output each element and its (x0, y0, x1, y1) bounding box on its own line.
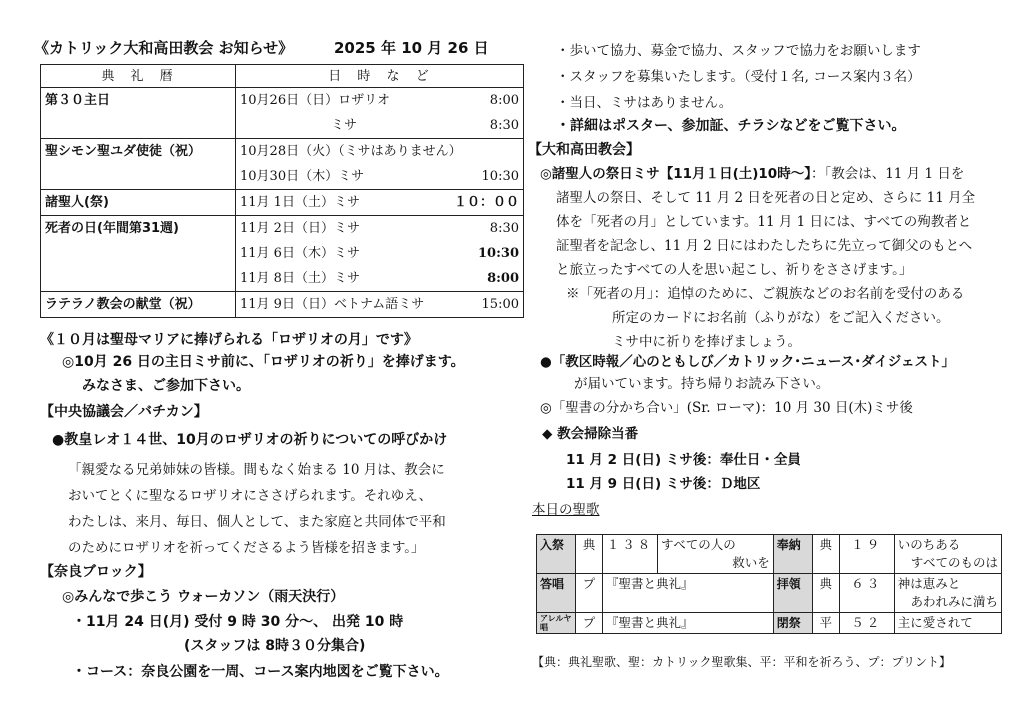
all-saints-text: 証聖者を記念し、11 月 2 日にはわたしたちに先立って御父のもとへ (556, 238, 973, 254)
hymn-number: ５２ (839, 613, 894, 634)
schedule-date: 11月 9日（日）ベトナム語ミサ (240, 297, 425, 312)
schedule-line (240, 88, 523, 113)
liturgy-schedule-table (40, 64, 524, 318)
hymn-source: 典 (812, 574, 839, 613)
schedule-line (240, 190, 523, 215)
liturgical-day: 死者の日(年間第31週) (45, 221, 179, 236)
hymn-source: 典 (576, 535, 603, 574)
schedule-row (41, 292, 524, 318)
hymn-title-line: すべてのものは (910, 555, 998, 570)
hymn-title-line: 神は恵みと (897, 576, 961, 591)
schedule-time: 8:30 (489, 118, 519, 133)
hymn-part-label: 答唱 (537, 574, 576, 613)
schedule-line (240, 113, 523, 138)
note-line: ※「死者の月」：追悼のために、ご親族などのお名前を受付のある (566, 286, 965, 302)
schedule-date: 11月 6日（木）ミサ (240, 246, 360, 261)
hymn-source: 平 (812, 613, 839, 634)
schedule-header-calendar: 典 礼 暦 (41, 65, 236, 88)
bible-sharing: ◎「聖書の分かち合い」(Sr. ローマ)：10 月 30 日(木)ミサ後 (540, 400, 913, 416)
hymn-title (894, 574, 1001, 613)
walkathon-poster-note: ・詳細はポスター、参加証、チラシなどをご覧下さい。 (556, 118, 906, 134)
schedule-line (240, 216, 523, 241)
hymn-part-label: 奉納 (773, 535, 812, 574)
schedule-row (41, 88, 524, 139)
quote-line: おいてとくに聖なるロザリオにささげられます。それゆえ、 (68, 488, 433, 504)
nara-block-heading: 【奈良ブロック】 (40, 564, 152, 580)
liturgical-day: 諸聖人(祭) (45, 195, 109, 210)
all-saints-text: 体を「死者の月」としています。11 月 1 日には、すべての殉教者と (556, 214, 972, 230)
hymn-part-label: 拝領 (773, 574, 812, 613)
schedule-line (240, 139, 523, 164)
schedule-line (240, 241, 523, 266)
all-saints-mass-title: ◎諸聖人の祭日ミサ【11月１日(土)10時～】 (540, 166, 811, 182)
walkathon-note: ・歩いて協力、募金で協力、スタッフで協力をお願いします (556, 43, 921, 59)
month-of-dead-note (566, 282, 964, 354)
hymn-title-line: 救いを (732, 555, 770, 570)
walkathon-date: ・11月 24 日(月) 受付 9 時 30 分～、 出発 10 時 (72, 614, 404, 630)
hymn-legend: 【典：典礼聖歌、聖：カトリック聖歌集、平：平和を祈ろう、プ：プリント】 (532, 655, 952, 669)
quote-line: のためにロザリオを祈ってくださるよう皆様を招きます。」 (68, 540, 425, 556)
hymn-table (536, 534, 1002, 634)
liturgical-day: 聖シモン聖ユダ使徒（祝） (45, 144, 202, 159)
rosary-month-heading: 《１０月は聖母マリアに捧げられる「ロザリオの月」です》 (40, 332, 418, 348)
hymn-part-label: アレルヤ唱 (537, 613, 576, 634)
liturgical-day: 第３０主日 (45, 93, 111, 108)
bulletin-title: 《カトリック大和高田教会 お知らせ》 (34, 39, 294, 57)
walkathon-course: ・コース：奈良公園を一周、コース案内地図をご覧下さい。 (72, 664, 449, 680)
liturgical-day: ラテラノ教会の献堂（祝） (45, 297, 201, 312)
walkathon-note: ・スタッフを募集いたします。（受付１名, コース案内３名） (556, 69, 921, 85)
schedule-line (240, 266, 523, 291)
schedule-line (240, 292, 523, 317)
cleaning-duty-2: 11 月 9 日(日) ミサ後：Ｄ地区 (566, 476, 761, 492)
bulletin-date: 2025 年 10 月 26 日 (334, 39, 489, 57)
hymn-title-line: すべての人の (661, 537, 736, 552)
hymn-part-label: 閉祭 (773, 613, 812, 634)
schedule-time: 10:30 (481, 169, 519, 184)
note-line: 所定のカードにお名前（ふりがな）をご記入ください。 (612, 310, 950, 326)
hymn-number: ６３ (839, 574, 894, 613)
all-saints-text: ：「教会は、11 月 1 日を (810, 166, 965, 182)
note-line: ミサ中に祈りを捧げましょう。 (612, 334, 801, 350)
schedule-time: 8:00 (489, 93, 519, 108)
schedule-row (41, 139, 524, 190)
walkathon-staff-time: (スタッフは 8時３０分集合) (184, 638, 366, 654)
cleaning-duty-heading: ◆ 教会掃除当番 (542, 426, 639, 442)
rosary-invite: みなさま、ご参加下さい。 (82, 378, 250, 394)
schedule-line (240, 164, 523, 189)
schedule-header-datetime: 日 時 な ど (236, 65, 524, 88)
hymn-row (537, 574, 1002, 613)
hymn-source: プ (576, 613, 603, 634)
diocese-news-heading: ●「教区時報／心のともしび／カトリック･ニュース･ダイジェスト」 (540, 354, 956, 370)
walkathon-note: ・当日、ミサはありません。 (556, 95, 733, 111)
quote-line: わたしは、来月、毎日、個人として、また家庭と共同体で平和 (68, 514, 446, 530)
hymn-heading: 本日の聖歌 (532, 502, 600, 518)
schedule-date: 10月28日（火）（ミサはありません） (240, 144, 462, 159)
schedule-date: ミサ (240, 118, 358, 133)
pope-appeal-heading: ●教皇レオ１４世、10月のロザリオの祈りについての呼びかけ (52, 432, 448, 448)
hymn-source: 典 (812, 535, 839, 574)
schedule-time: １０：００ (453, 195, 519, 210)
schedule-date: 11月 2日（日）ミサ (240, 221, 360, 236)
schedule-time: 10:30 (478, 246, 519, 261)
all-saints-text: 諸聖人の祭日、そして 11 月 2 日を死者の日と定め、さらに 11 月全 (556, 190, 976, 206)
walkathon-notes (556, 38, 921, 116)
hymn-title (658, 535, 774, 574)
all-saints-block (540, 162, 975, 282)
schedule-date: 10月30日（木）ミサ (240, 169, 365, 184)
schedule-time: 8:00 (487, 271, 519, 286)
all-saints-text: と旅立ったすべての人を思い起こし、祈りをささげます。」 (556, 262, 913, 278)
schedule-time: 15:00 (481, 297, 519, 312)
hymn-title (894, 613, 1001, 634)
hymn-number: 『聖書と典礼』 (603, 574, 774, 613)
walkathon-title: ◎みんなで歩こう ウォーカソン（雨天決行） (62, 589, 345, 605)
hymn-number: １９ (839, 535, 894, 574)
hymn-title (894, 535, 1001, 574)
hymn-part-label: 入祭 (537, 535, 576, 574)
hymn-row (537, 613, 1002, 634)
diocese-news-sub: が届いています。持ち帰りお読み下さい。 (574, 376, 830, 392)
hymn-title-line: 主に愛されて (897, 615, 973, 630)
hymn-title-line: あわれみに満ち (910, 594, 998, 609)
church-heading: 【大和高田教会】 (528, 142, 640, 158)
vatican-heading: 【中央協議会／バチカン】 (40, 404, 208, 420)
cleaning-duty-1: 11 月 2 日(日) ミサ後：奉仕日・全員 (566, 452, 801, 468)
hymn-row (537, 535, 1002, 574)
schedule-time: 8:30 (489, 221, 519, 236)
schedule-date: 11月 1日（土）ミサ (240, 195, 360, 210)
hymn-number: 『聖書と典礼』 (603, 613, 774, 634)
schedule-date: 11月 8日（土）ミサ (240, 271, 360, 286)
schedule-date: 10月26日（日）ロザリオ (240, 93, 390, 108)
hymn-title-line: いのちある (897, 537, 961, 552)
hymn-source: プ (576, 574, 603, 613)
schedule-row (41, 216, 524, 292)
pope-appeal-quote (68, 457, 446, 561)
rosary-announcement: ◎10月 26 日の主日ミサ前に、「ロザリオの祈り」を捧げます。 (62, 354, 465, 370)
hymn-number: １３８ (603, 535, 658, 574)
quote-line: 「親愛なる兄弟姉妹の皆様。間もなく始まる 10 月は、教会に (68, 462, 445, 478)
schedule-row (41, 190, 524, 216)
